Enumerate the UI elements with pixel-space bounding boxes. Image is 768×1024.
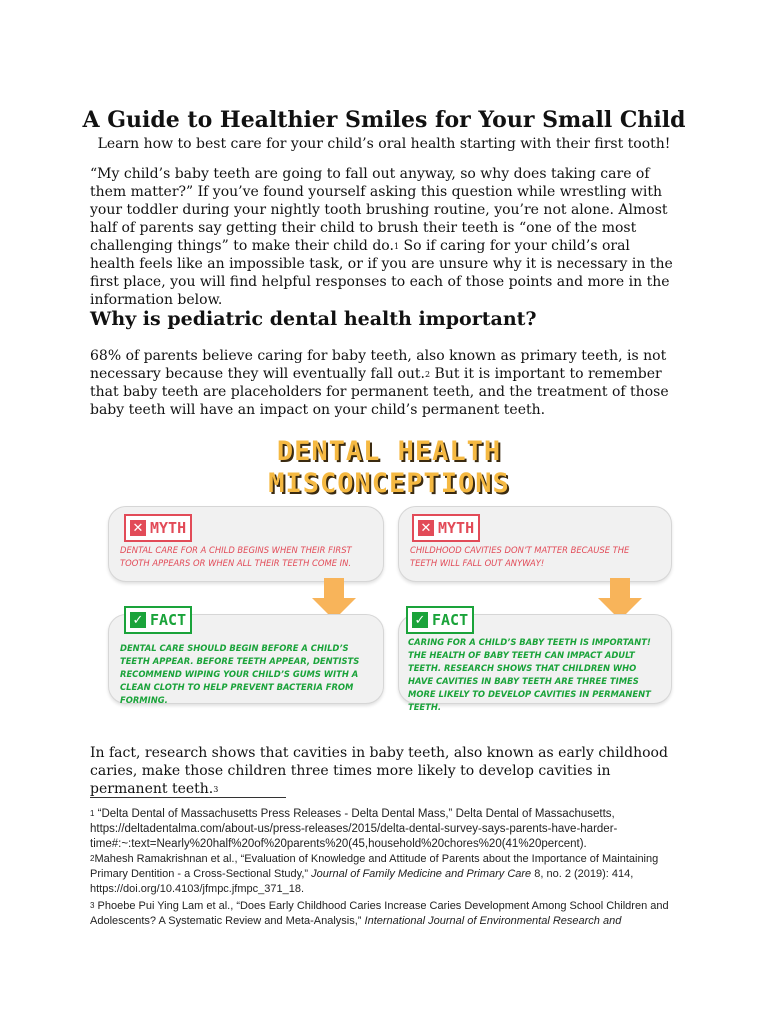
footnote-3-text-a: Phoebe Pui Ying Lam et al., “Does Early Childhood Caries Increase Caries Development Among School Children and Adolescents? A Systematic Review and Meta-Analysis,” [90, 900, 669, 927]
section-heading: Why is pediatric dental health important? [90, 308, 537, 330]
myth-badge-right [412, 514, 480, 542]
fact-text-left: DENTAL CARE SHOULD BEGIN BEFORE A CHILD’S TEETH APPEAR. BEFORE TEETH APPEAR, DENTISTS RECOMMEND WIPING YOUR CHILD’S GUMS WITH A CLEAN CLOTH TO HELP PREVENT BACTERIA FROM FORMING. [120, 643, 360, 705]
footnote-1 [90, 807, 680, 852]
footnote-number: 1 [90, 809, 95, 818]
infographic-title-line1: DENTAL HEALTH [276, 436, 502, 467]
closing-paragraph [90, 744, 678, 798]
myth-text-left: DENTAL CARE FOR A CHILD BEGINS WHEN THEIR FIRST TOOTH APPEARS OR WHEN ALL THEIR TEETH COME IN. [120, 545, 352, 568]
footnote-2-text-a: Mahesh Ramakrishnan et al., “Evaluation of Knowledge and Attitude of Parents about the Importance of Maintaining Primary Dentition - a Cross-Sectional Study,” [90, 853, 659, 880]
footnote-divider [90, 797, 286, 798]
myth-label: MYTH [150, 519, 187, 537]
footnote-number: 2 [90, 854, 95, 863]
fact-label: FACT [432, 611, 469, 629]
footnote-3 [90, 899, 680, 929]
footnote-ref-3[interactable]: 3 [213, 785, 219, 794]
fact-label: FACT [150, 611, 187, 629]
intro-paragraph [90, 165, 678, 309]
footnote-3-journal: International Journal of Environmental Research and [364, 915, 622, 927]
check-icon: ✓ [130, 612, 146, 628]
closing-text: In fact, research shows that cavities in baby teeth, also known as early childhood caries, make those children three times more likely to develop cavities in permanent teeth. [90, 745, 668, 797]
intro-text-a: “My child’s baby teeth are going to fall out anyway, so why does taking care of them matter?” If you’ve found yourself asking this question while wrestling with your toddler during your nightly tooth brushing routine, you’re not alone. Almost half of parents say getting their child to brush their teeth is “one of the most challenging things” to make their child do. [90, 166, 668, 254]
myth-label: MYTH [438, 519, 475, 537]
myth-text-right: CHILDHOOD CAVITIES DON’T MATTER BECAUSE THE TEETH WILL FALL OUT ANYWAY! [410, 545, 630, 568]
page-subtitle: Learn how to best care for your child’s oral health starting with their first tooth! [97, 136, 671, 152]
section-text-b: But it is important to remember that baby teeth are placeholders for permanent teeth, and the treatment of those baby teeth will have an impact on your child’s permanent teeth. [90, 366, 669, 418]
footnote-1-text[interactable]: “Delta Dental of Massachusetts Press Releases - Delta Dental Mass,” Delta Dental of Massachusetts, https://deltadentalma.com/about-us/press-releases/2015/delta-dental-survey-says-parents-have-harder-time#:~:text=Nearly%20half%20of%20parents%20(45,household%20chores%20(41%20percent). [90, 808, 618, 850]
footnote-ref-1[interactable]: 1 [393, 242, 400, 251]
misconceptions-infographic [106, 430, 672, 720]
fact-badge-right [406, 606, 474, 634]
fact-text-right: CARING FOR A CHILD’S BABY TEETH IS IMPORTANT! THE HEALTH OF BABY TEETH CAN IMPACT ADULT TEETH. RESEARCH SHOWS THAT CHILDREN WHO HAVE CAVITIES IN BABY TEETH ARE THREE TIMES MORE LIKELY TO DEVELOP CAVITIES IN PERMANENT TEETH. [408, 637, 651, 712]
page-title: A Guide to Healthier Smiles for Your Small Child [82, 107, 686, 133]
section-paragraph [90, 347, 678, 419]
footnote-2 [90, 852, 680, 897]
x-icon: ✕ [130, 520, 146, 536]
check-icon: ✓ [412, 612, 428, 628]
section-text-a: 68% of parents believe caring for baby teeth, also known as primary teeth, is not necessary because they will eventually fall out. [90, 348, 667, 382]
footnote-2-journal: Journal of Family Medicine and Primary Care [311, 868, 532, 880]
infographic-title-line2: MISCONCEPTIONS [268, 468, 510, 499]
footnote-number: 3 [90, 901, 95, 910]
x-icon: ✕ [418, 520, 434, 536]
fact-badge-left [124, 606, 192, 634]
intro-text-b: So if caring for your child’s oral health feels like an impossible task, or if you are unsure why it is necessary in the first place, you will find helpful responses to each of those points and more in the information below. [90, 238, 673, 308]
footnote-ref-2[interactable]: 2 [424, 370, 431, 379]
footnote-2-text-b[interactable]: 8, no. 2 (2019): 414, https://doi.org/10.4103/jfmpc.jfmpc_371_18. [90, 868, 634, 895]
myth-badge-left [124, 514, 192, 542]
